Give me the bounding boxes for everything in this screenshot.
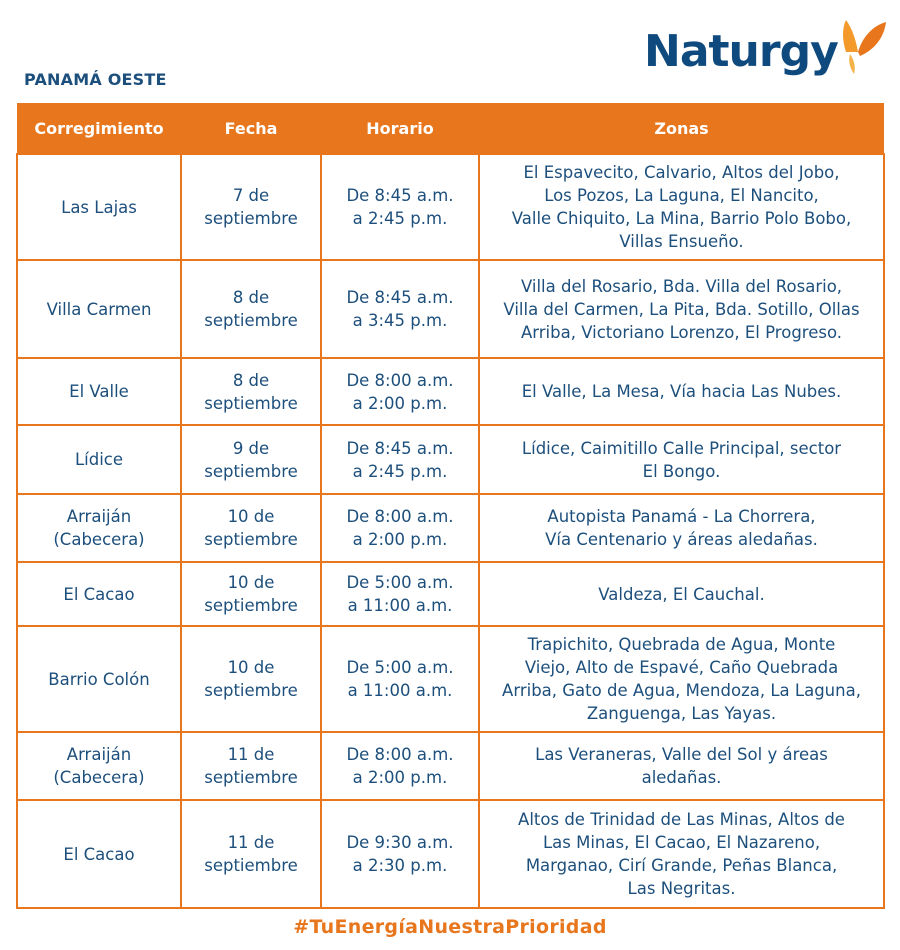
table-row — [17, 800, 884, 908]
schedule-table — [16, 103, 885, 909]
cell-horario — [321, 494, 479, 562]
table-row — [17, 358, 884, 425]
cell-zonas-line: Las Veraneras, Valle del Sol y áreas — [535, 745, 828, 764]
cell-zonas-line: Villa del Carmen, La Pita, Bda. Sotillo, Ollas — [503, 299, 860, 319]
cell-horario-line: a 2:45 p.m. — [352, 461, 448, 481]
cell-fecha — [181, 494, 321, 562]
header — [0, 0, 900, 102]
cell-fecha — [181, 260, 321, 358]
cell-fecha-line: septiembre — [204, 681, 298, 700]
cell-zonas-line: aledañas. — [641, 768, 722, 787]
cell-horario-line: a 2:30 p.m. — [352, 856, 448, 875]
cell-horario-line: De 9:30 a.m. — [346, 833, 454, 852]
table-row — [17, 732, 884, 800]
column-header-horario: Horario — [321, 103, 479, 154]
table-row — [17, 562, 884, 626]
cell-fecha-line: septiembre — [204, 596, 298, 615]
cell-zonas-line: Marganao, Cirí Grande, Peñas Blanca, — [525, 856, 838, 875]
cell-fecha — [181, 358, 321, 425]
cell-horario-line: a 2:00 p.m. — [352, 530, 448, 549]
table-row — [17, 494, 884, 562]
cell-fecha-line: septiembre — [204, 393, 298, 413]
cell-fecha — [181, 732, 321, 800]
cell-zonas-line: Los Pozos, La Laguna, El Nancito, — [544, 186, 819, 205]
cell-zonas-line: Las Negritas. — [627, 879, 736, 898]
cell-fecha-line: 11 de — [227, 745, 275, 764]
cell-zonas-line: Trapichito, Quebrada de Agua, Monte — [527, 635, 836, 654]
cell-corregimiento: Arraiján (Cabecera) — [17, 494, 181, 562]
cell-corregimiento: El Valle — [17, 358, 181, 425]
table-row — [17, 425, 884, 494]
column-header-corregimiento: Corregimiento — [17, 103, 181, 154]
cell-horario-line: a 11:00 a.m. — [347, 681, 453, 700]
cell-zonas — [479, 358, 884, 425]
cell-zonas-line: Arriba, Gato de Agua, Mendoza, La Laguna, — [502, 681, 861, 700]
cell-fecha-line: septiembre — [204, 856, 298, 875]
cell-fecha-line: septiembre — [204, 209, 298, 228]
cell-fecha-line: 8 de — [232, 288, 270, 307]
cell-zonas-line: Las Minas, El Cacao, El Nazareno, — [542, 833, 821, 852]
cell-fecha-line: 10 de — [227, 507, 275, 526]
cell-fecha-line: septiembre — [204, 530, 298, 549]
cell-fecha-line: 9 de — [232, 438, 270, 458]
cell-corregimiento: El Cacao — [17, 562, 181, 626]
cell-horario-line: a 2:00 p.m. — [352, 768, 448, 787]
cell-zonas-line: El Bongo. — [642, 461, 721, 481]
cell-zonas-line: Villas Ensueño. — [619, 232, 744, 251]
cell-zonas-line: El Espavecito, Calvario, Altos del Jobo, — [523, 163, 840, 182]
cell-zonas-line: Autopista Panamá - La Chorrera, — [547, 507, 816, 526]
cell-zonas-line: Altos de Trinidad de Las Minas, Altos de — [518, 810, 845, 829]
cell-horario-line: De 8:45 a.m. — [346, 438, 454, 458]
cell-zonas — [479, 425, 884, 494]
cell-zonas — [479, 732, 884, 800]
cell-zonas — [479, 626, 884, 732]
cell-horario — [321, 562, 479, 626]
cell-horario — [321, 260, 479, 358]
cell-horario — [321, 154, 479, 260]
cell-zonas — [479, 154, 884, 260]
cell-zonas — [479, 562, 884, 626]
cell-zonas-line: Viejo, Alto de Espavé, Caño Quebrada — [524, 658, 839, 677]
cell-horario-line: De 8:45 a.m. — [346, 186, 454, 205]
cell-zonas-line: Zanguenga, Las Yayas. — [586, 704, 777, 723]
table-row — [17, 626, 884, 732]
cell-fecha — [181, 154, 321, 260]
hashtag-footer: #TuEnergíaNuestraPrioridad — [293, 916, 607, 938]
cell-horario — [321, 732, 479, 800]
cell-horario — [321, 626, 479, 732]
cell-zonas-line: El Valle, La Mesa, Vía hacia Las Nubes. — [521, 382, 842, 401]
cell-fecha — [181, 425, 321, 494]
cell-horario-line: De 8:00 a.m. — [346, 370, 454, 390]
cell-zonas-line: Arriba, Victoriano Lorenzo, El Progreso. — [520, 322, 843, 342]
cell-horario — [321, 358, 479, 425]
cell-zonas — [479, 494, 884, 562]
table-row — [17, 154, 884, 260]
cell-corregimiento: Las Lajas — [17, 154, 181, 260]
cell-fecha-line: 10 de — [227, 573, 275, 592]
cell-fecha-line: 7 de — [232, 186, 270, 205]
column-header-fecha: Fecha — [181, 103, 321, 154]
table-header-row — [17, 103, 884, 154]
cell-corregimiento: Lídice — [17, 425, 181, 494]
logo-wordmark: Naturgy — [644, 26, 838, 77]
cell-fecha-line: septiembre — [204, 311, 298, 330]
cell-corregimiento: Arraiján (Cabecera) — [17, 732, 181, 800]
naturgy-logo — [644, 18, 889, 88]
table-row — [17, 260, 884, 358]
cell-zonas-line: Valdeza, El Cauchal. — [598, 584, 765, 604]
cell-zonas — [479, 260, 884, 358]
cell-zonas-line: Lídice, Caimitillo Calle Principal, sector — [521, 438, 842, 458]
cell-horario — [321, 425, 479, 494]
cell-fecha-line: 11 de — [227, 833, 275, 852]
cell-horario-line: De 8:00 a.m. — [346, 507, 454, 526]
cell-fecha — [181, 562, 321, 626]
cell-horario-line: a 2:00 p.m. — [352, 393, 448, 413]
cell-fecha-line: septiembre — [204, 461, 298, 481]
cell-zonas — [479, 800, 884, 908]
cell-zonas-line: Villa del Rosario, Bda. Villa del Rosario, — [520, 276, 843, 296]
cell-fecha — [181, 626, 321, 732]
butterfly-wing-icon — [840, 18, 888, 76]
cell-horario-line: De 5:00 a.m. — [346, 658, 454, 677]
cell-horario-line: De 5:00 a.m. — [346, 573, 454, 592]
cell-fecha-line: 8 de — [232, 370, 270, 390]
cell-fecha — [181, 800, 321, 908]
cell-horario-line: a 2:45 p.m. — [352, 209, 448, 228]
cell-zonas-line: Valle Chiquito, La Mina, Barrio Polo Bobo, — [511, 209, 852, 228]
cell-fecha-line: 10 de — [227, 658, 275, 677]
cell-corregimiento: Villa Carmen — [17, 260, 181, 358]
region-title: PANAMÁ OESTE — [24, 70, 167, 89]
cell-horario-line: a 3:45 p.m. — [352, 311, 448, 330]
cell-zonas-line: Vía Centenario y áreas aledañas. — [545, 530, 818, 549]
column-header-zonas: Zonas — [479, 103, 884, 154]
cell-horario-line: De 8:45 a.m. — [346, 288, 454, 307]
cell-corregimiento: El Cacao — [17, 800, 181, 908]
cell-corregimiento: Barrio Colón — [17, 626, 181, 732]
cell-horario-line: De 8:00 a.m. — [346, 745, 454, 764]
cell-fecha-line: septiembre — [204, 768, 298, 787]
cell-horario-line: a 11:00 a.m. — [347, 596, 453, 615]
cell-horario — [321, 800, 479, 908]
